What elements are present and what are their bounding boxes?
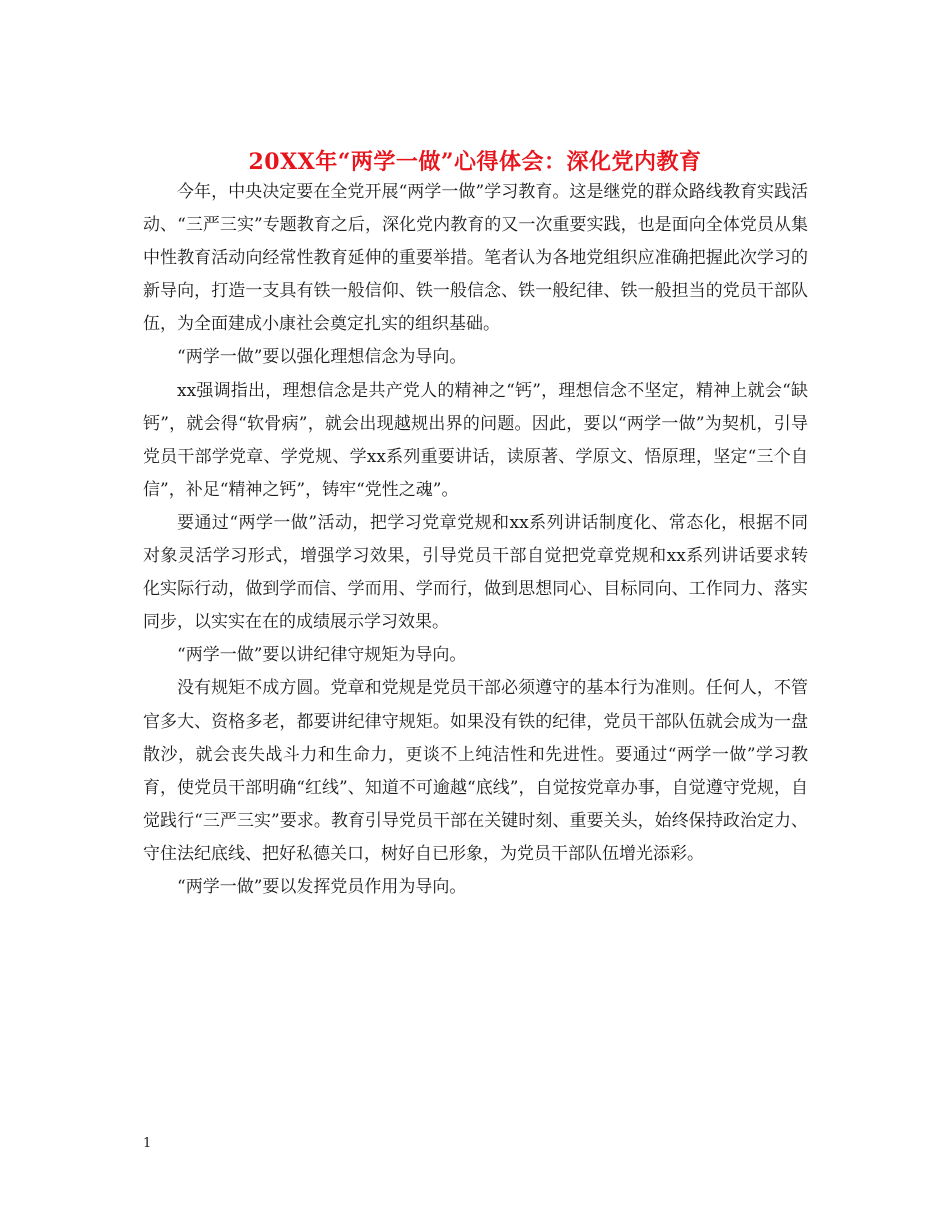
paragraph-intro: 今年，中央决定要在全党开展“两学一做”学习教育。这是继党的群众路线教育实践活动、“三严三实”专题教育之后，深化党内教育的又一次重要实践，也是面向全体党员从集中性教育活动向经常性教育延伸的重要举措。笔者认为各地党组织应准确把握此次学习的新导向，打造一支具有铁一般信仰、铁一般信念、铁一般纪律、铁一般担当的党员干部队伍，为全面建成小康社会奠定扎实的组织基础。 [143,182,808,335]
paragraph-heading-ideals: “两学一做”要以强化理想信念为导向。 [177,347,467,368]
page-number: 1 [143,1136,152,1151]
paragraph-ideals-practice: 要通过“两学一做”活动，把学习党章党规和xx系列讲话制度化、常态化，根据不同对象灵活学习形式，增强学习效果，引导党员干部自觉把党章党规和xx系列讲话要求转化实际行动，做到学而信、学而用、学而行，做到思想同心、目标同向、工作同力、落实同步，以实实在在的成绩展示学习效果。 [143,512,808,633]
paragraph-heading-role: “两学一做”要以发挥党员作用为导向。 [177,876,467,897]
paragraph-heading-discipline: “两学一做”要以讲纪律守规矩为导向。 [177,645,467,666]
document-body [143,176,808,904]
document-title: 20XX年“两学一做”心得体会：深化党内教育 [248,148,702,175]
paragraph-ideals-body: xx强调指出，理想信念是共产党人的精神之“钙”，理想信念不坚定，精神上就会“缺钙”，就会得“软骨病”，就会出现越规出界的问题。因此，要以“两学一做”为契机，引导党员干部学党章、学党规、学xx系列重要讲话，读原著、学原文、悟原理，坚定“三个自信”，补足“精神之钙”，铸牢“党性之魂”。 [143,380,808,500]
paragraph-discipline-body: 没有规矩不成方圆。党章和党规是党员干部必须遵守的基本行为准则。任何人，不管官多大、资格多老，都要讲纪律守规矩。如果没有铁的纪律，党员干部队伍就会成为一盘散沙，就会丧失战斗力和生命力，更谈不上纯洁性和先进性。要通过“两学一做”学习教育，使党员干部明确“红线”、知道不可逾越“底线”，自觉按党章办事，自觉遵守党规，自觉践行“三严三实”要求。教育引导党员干部在关键时刻、重要关头，始终保持政治定力、守住法纪底线、把好私德关口，树好自已形象，为党员干部队伍增光添彩。 [143,678,808,864]
